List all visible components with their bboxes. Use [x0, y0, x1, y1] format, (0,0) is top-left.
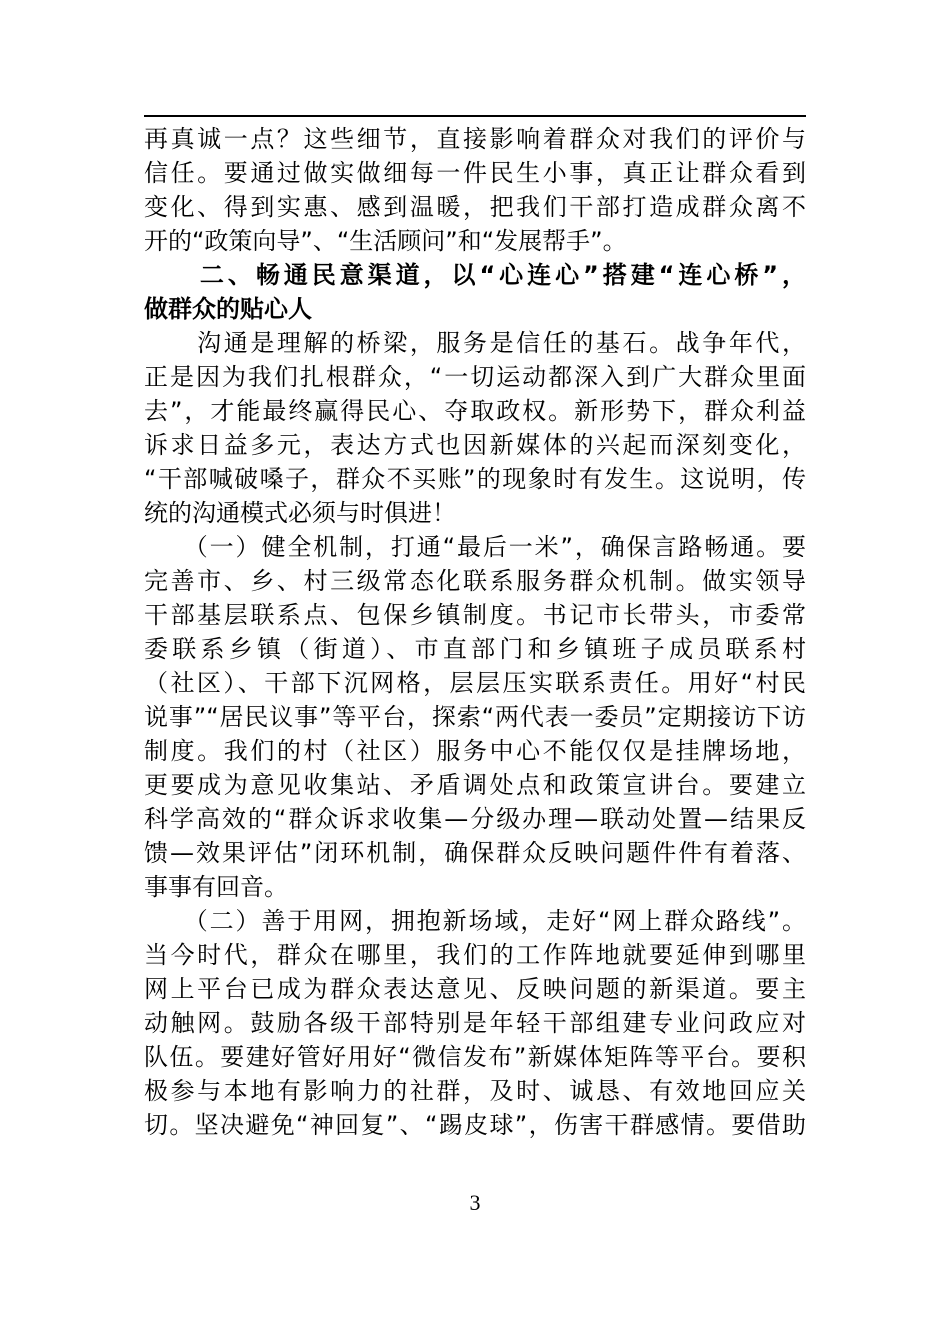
- body-line: 去”，才能最终赢得民心、夺取政权。新形势下，群众利益: [144, 397, 806, 425]
- body-line: 干部基层联系点、包保乡镇制度。书记市长带头，市委常: [144, 601, 806, 629]
- body-line: 正是因为我们扎根群众，“一切运动都深入到广大群众里面: [144, 363, 806, 391]
- body-line: 队伍。要建好管好用好“微信发布”新媒体矩阵等平台。要积: [144, 1043, 806, 1071]
- page-number: 3: [469, 1190, 481, 1215]
- body-line: 当今时代，群众在哪里，我们的工作阵地就要延伸到哪里: [144, 941, 806, 969]
- body-line: 馈—效果评估”闭环机制，确保群众反映问题件件有着落、: [144, 839, 806, 867]
- body-line: 说事”“居民议事”等平台，探索“两代表一委员”定期接访下访: [144, 703, 806, 731]
- section-heading-line: 做群众的贴心人: [144, 295, 312, 323]
- body-line: 开的“政策向导”、“生活顾问”和“发展帮手”。: [144, 227, 627, 255]
- page-body: [144, 122, 806, 1142]
- body-line: 变化、得到实惠、感到温暖，把我们干部打造成群众离不: [144, 193, 806, 221]
- body-line: （社区）、干部下沉网格，层层压实联系责任。用好“村民: [144, 669, 806, 697]
- body-line: 更要成为意见收集站、矛盾调处点和政策宣讲台。要建立: [144, 771, 806, 799]
- body-line: 动触网。鼓励各级干部特别是年轻干部组建专业问政应对: [144, 1009, 806, 1037]
- body-line: 再真诚一点？这些细节，直接影响着群众对我们的评价与: [144, 125, 806, 153]
- body-line: 完善市、乡、村三级常态化联系服务群众机制。做实领导: [144, 567, 806, 595]
- body-line: （一）健全机制，打通“最后一米”，确保言路畅通。要: [144, 533, 806, 561]
- body-line: 极参与本地有影响力的社群，及时、诚恳、有效地回应关: [144, 1077, 806, 1105]
- body-line: 诉求日益多元，表达方式也因新媒体的兴起而深刻变化，: [144, 431, 806, 459]
- section-heading-line: 二、畅通民意渠道，以“心连心”搭建“连心桥”，: [144, 261, 806, 289]
- body-line: 委联系乡镇（街道）、市直部门和乡镇班子成员联系村: [144, 635, 806, 663]
- body-line: 信任。要通过做实做细每一件民生小事，真正让群众看到: [144, 159, 806, 187]
- body-line: 制度。我们的村（社区）服务中心不能仅仅是挂牌场地，: [144, 737, 806, 765]
- body-line: 事事有回音。: [144, 873, 288, 901]
- body-line: 科学高效的“群众诉求收集—分级办理—联动处置—结果反: [144, 805, 806, 833]
- body-line: 沟通是理解的桥梁，服务是信任的基石。战争年代，: [144, 329, 806, 357]
- body-line: “干部喊破嗓子，群众不买账”的现象时有发生。这说明，传: [144, 465, 806, 493]
- body-line: 统的沟通模式必须与时俱进！: [144, 499, 456, 527]
- header-rule: [144, 115, 806, 117]
- body-line: 切。坚决避免“神回复”、“踢皮球”，伤害干群感情。要借助: [144, 1111, 806, 1139]
- body-line: 网上平台已成为群众表达意见、反映问题的新渠道。要主: [144, 975, 806, 1003]
- body-line: （二）善于用网，拥抱新场域，走好“网上群众路线”。: [144, 907, 806, 935]
